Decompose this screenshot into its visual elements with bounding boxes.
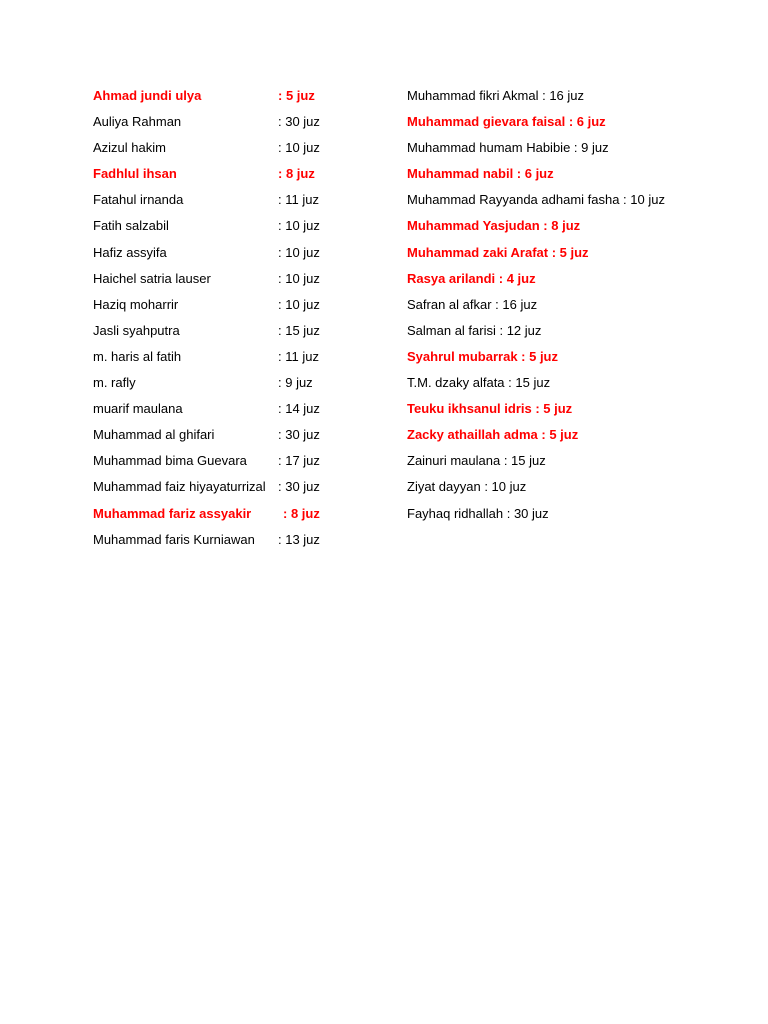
juz-count: : 10 juz	[278, 296, 320, 312]
list-item	[93, 477, 393, 503]
student-entry: Muhammad fikri Akmal : 16 juz	[407, 88, 585, 103]
list-item	[407, 425, 757, 451]
student-entry: Muhammad nabil : 6 juz	[407, 166, 554, 182]
juz-count: : 17 juz	[278, 453, 320, 469]
juz-count: : 10 juz	[278, 270, 320, 286]
list-item	[93, 269, 393, 295]
student-name: muarif maulana	[93, 401, 183, 417]
student-name: Jasli syahputra	[93, 322, 180, 338]
student-entry: Muhammad zaki Arafat : 5 juz	[407, 244, 589, 260]
right-column-list	[407, 86, 757, 530]
student-entry: Safran al afkar : 16 juz	[407, 296, 538, 312]
juz-count: : 10 juz	[278, 218, 320, 234]
list-item	[407, 477, 757, 503]
list-item	[407, 295, 757, 321]
list-item	[407, 451, 757, 477]
list-item	[93, 347, 393, 373]
list-item	[407, 269, 757, 295]
list-item	[93, 295, 393, 321]
juz-count: : 11 juz	[278, 192, 319, 208]
list-item	[407, 399, 757, 425]
student-name: Muhammad fariz assyakir	[93, 505, 252, 521]
student-entry: Zacky athaillah adma : 5 juz	[407, 427, 579, 443]
juz-count: : 30 juz	[278, 479, 320, 495]
student-name: Azizul hakim	[93, 140, 166, 156]
list-item	[407, 321, 757, 347]
list-item	[407, 190, 757, 216]
student-entry: Muhammad humam Habibie : 9 juz	[407, 140, 609, 156]
list-item	[93, 504, 393, 530]
student-name: m. haris al fatih	[93, 348, 182, 364]
list-item	[407, 216, 757, 242]
list-item	[93, 216, 393, 242]
juz-count: : 8 juz	[278, 166, 315, 182]
list-item	[93, 425, 393, 451]
list-item	[407, 347, 757, 373]
juz-count: : 8 juz	[283, 505, 320, 521]
student-entry: Teuku ikhsanul idris : 5 juz	[407, 401, 573, 417]
student-name: Hafiz assyifa	[93, 244, 167, 260]
juz-count: : 9 juz	[278, 375, 313, 391]
student-name: Muhammad al ghifari	[93, 427, 215, 443]
student-entry: Muhammad Yasjudan : 8 juz	[407, 218, 581, 234]
juz-count: : 13 juz	[278, 531, 320, 547]
list-item	[93, 86, 393, 112]
student-name: Haziq moharrir	[93, 296, 179, 312]
list-item	[93, 530, 393, 556]
list-item	[407, 243, 757, 269]
juz-count: : 11 juz	[278, 348, 319, 364]
student-entry: Muhammad Rayyanda adhami fasha : 10 juz	[407, 192, 665, 208]
student-entry: Syahrul mubarrak : 5 juz	[407, 348, 558, 364]
list-item	[407, 504, 757, 530]
student-entry: Zainuri maulana : 15 juz	[407, 453, 546, 469]
student-name: Muhammad faiz hiyayaturrizal	[93, 479, 266, 495]
list-item	[93, 451, 393, 477]
student-name: Fatih salzabil	[93, 218, 169, 234]
student-name: Haichel satria lauser	[93, 270, 211, 286]
juz-count: : 10 juz	[278, 140, 320, 156]
student-name: Fadhlul ihsan	[93, 166, 177, 182]
juz-count: : 30 juz	[278, 114, 320, 130]
student-entry: T.M. dzaky alfata : 15 juz	[407, 375, 551, 391]
student-name: Muhammad bima Guevara	[93, 453, 247, 469]
student-name: m. rafly	[93, 375, 136, 391]
student-name: Fatahul irnanda	[93, 192, 184, 208]
student-entry: Fayhaq ridhallah : 30 juz	[407, 505, 549, 521]
juz-count: : 30 juz	[278, 427, 320, 443]
list-item	[93, 164, 393, 190]
list-item	[93, 243, 393, 269]
student-entry: Rasya arilandi : 4 juz	[407, 270, 536, 286]
list-item	[93, 321, 393, 347]
list-item	[407, 112, 757, 138]
juz-count: : 10 juz	[278, 244, 320, 260]
list-item	[407, 164, 757, 190]
juz-count: : 15 juz	[278, 322, 320, 338]
list-item	[93, 138, 393, 164]
student-entry: Ziyat dayyan : 10 juz	[407, 479, 527, 495]
list-item	[93, 373, 393, 399]
list-item	[93, 190, 393, 216]
list-item	[407, 86, 757, 112]
left-column-list	[93, 86, 393, 556]
student-entry: Muhammad gievara faisal : 6 juz	[407, 114, 606, 130]
list-item	[407, 373, 757, 399]
juz-count: : 14 juz	[278, 401, 320, 417]
student-entry: Salman al farisi : 12 juz	[407, 322, 542, 338]
list-item	[93, 112, 393, 138]
juz-count: : 5 juz	[278, 88, 315, 103]
list-item	[407, 138, 757, 164]
student-name: Auliya Rahman	[93, 114, 182, 130]
student-name: Muhammad faris Kurniawan	[93, 531, 255, 547]
list-item	[93, 399, 393, 425]
student-name: Ahmad jundi ulya	[93, 88, 202, 103]
